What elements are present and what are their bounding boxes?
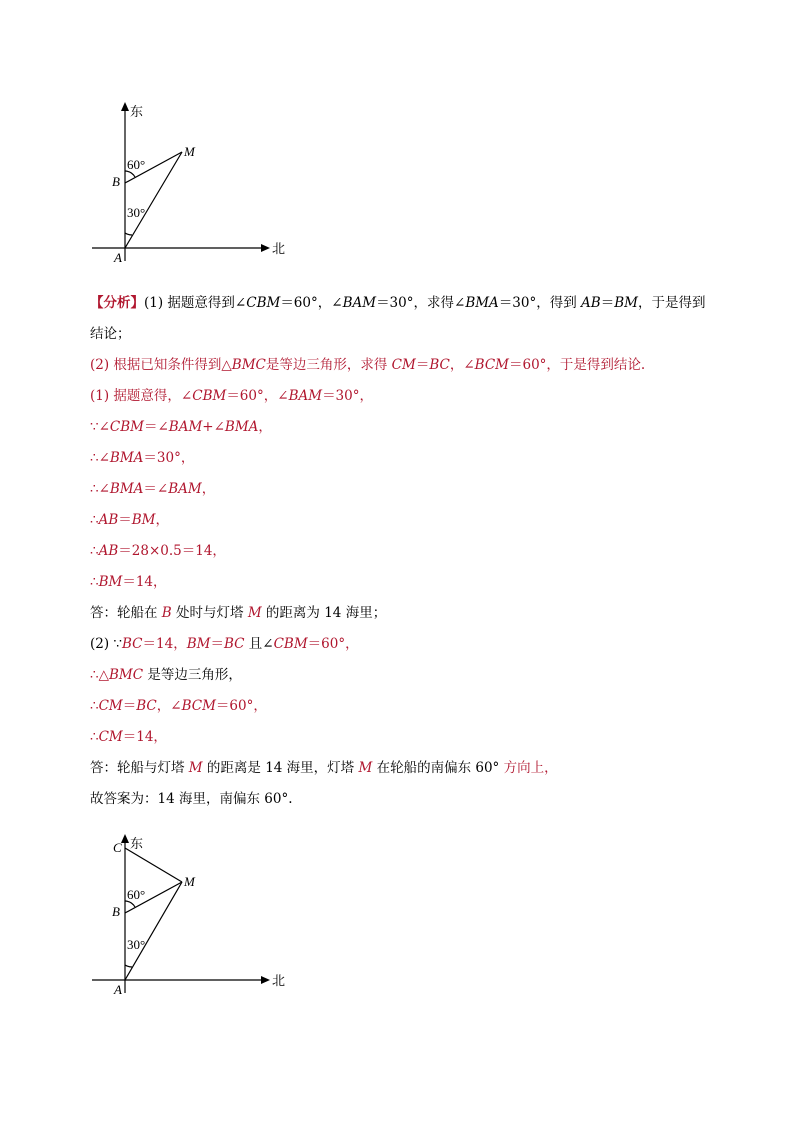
solution-line-5: ∴AB＝BM，	[90, 512, 170, 528]
label-angle-60: 60°	[127, 887, 146, 902]
solution-line-9: (2) ∵BC＝14，BM＝BC 且∠CBM＝60°，	[90, 636, 359, 652]
solution-line-10: ∴△BMC 是等边三角形，	[90, 667, 242, 683]
east-arrowhead	[121, 102, 129, 111]
analysis-line-2: 结论；	[90, 326, 131, 342]
solution-line-8: 答：轮船在 B 处时与灯塔 M 的距离为 14 海里；	[90, 605, 387, 621]
label-angle-30: 30°	[127, 937, 146, 952]
north-arrowhead	[261, 244, 270, 252]
solution-line-4: ∴∠BMA＝∠BAM，	[90, 481, 216, 497]
solution-line-13: 答：轮船与灯塔 M 的距离是 14 海里，灯塔 M 在轮船的南偏东 60° 方向上，	[90, 760, 558, 776]
north-arrowhead	[261, 976, 270, 984]
segment-cm	[125, 848, 182, 882]
label-east: 东	[130, 836, 144, 851]
label-a: A	[114, 982, 122, 997]
label-angle-60: 60°	[127, 157, 146, 172]
label-m: M	[184, 144, 195, 159]
label-a: A	[114, 250, 122, 265]
analysis-line-3: (2) 根据已知条件得到△BMC是等边三角形，求得 CM＝BC，∠BCM＝60°，于是得到结论.	[90, 357, 646, 373]
solution-line-3: ∴∠BMA＝30°，	[90, 450, 195, 466]
label-angle-30: 30°	[127, 205, 146, 220]
figure-top	[80, 96, 300, 276]
arc-30	[125, 233, 132, 235]
solution-line-2: ∵∠CBM＝∠BAM+∠BMA，	[90, 419, 272, 435]
label-east: 东	[130, 104, 144, 119]
solution-text	[90, 290, 730, 817]
arc-30	[125, 965, 132, 967]
label-north: 北	[272, 241, 286, 256]
label-b: B	[112, 174, 120, 189]
solution-line-1: (1) 据题意得，∠CBM＝60°，∠BAM＝30°，	[90, 388, 373, 404]
solution-line-7: ∴BM＝14，	[90, 574, 167, 590]
direction-diagram-1	[80, 96, 300, 276]
label-m: M	[184, 874, 195, 889]
label-b: B	[112, 904, 120, 919]
solution-line-6: ∴AB＝28×0.5＝14，	[90, 543, 226, 559]
figure-bottom	[80, 828, 300, 1008]
label-c: C	[113, 840, 122, 855]
solution-line-12: ∴CM＝14，	[90, 729, 167, 745]
analysis-line-1: 【分析】(1) 据题意得到∠CBM＝60°，∠BAM＝30°，求得∠BMA＝30°，得到 AB＝BM，于是得到	[90, 295, 706, 311]
solution-line-14: 故答案为：14 海里，南偏东 60°.	[90, 791, 293, 807]
label-north: 北	[272, 973, 286, 988]
solution-line-11: ∴CM＝BC，∠BCM＝60°，	[90, 698, 267, 714]
direction-diagram-2	[80, 828, 300, 1008]
east-arrowhead	[121, 834, 129, 843]
